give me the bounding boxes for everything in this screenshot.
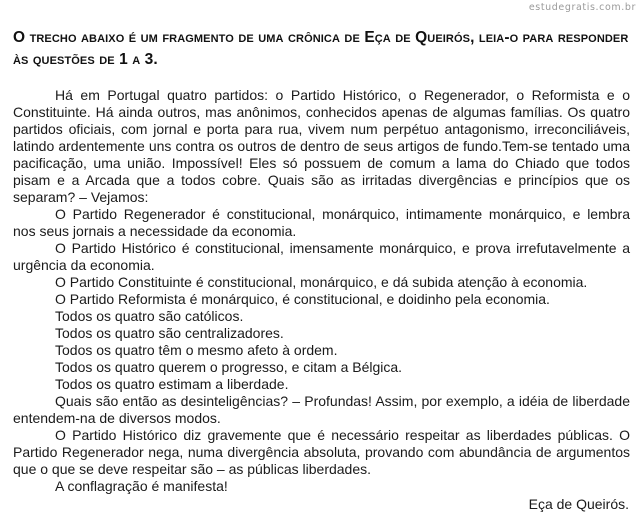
paragraph-intro: Há em Portugal quatro partidos: o Partido Histórico, o Regenerador, o Reformista e o Constituinte. Há ainda outros, mas anônimos, conhecidos apenas de algumas famílias. Os quatro partidos oficiais, com jornal e porta para rua, vivem num perpétuo antagonismo, irreconciliáveis, latindo ardentemente uns contra os outros de dentro de seus artigos de fundo.Tem-se tentado uma pacificação, uma união. Impossível! Eles só possuem de comum a lama do Chiado que todos pisam e a Arcada que a todos cobre. Quais são as irritadas divergências e princípios que os separam? – Vejamos:: [13, 87, 630, 205]
author-signature: Eça de Queirós.: [528, 496, 629, 512]
question-heading: O trecho abaixo é um fragmento de uma crônica de Eça de Queirós, leia-o para responder às questões de 1 a 3.: [13, 29, 629, 68]
paragraph-constituinte: O Partido Constituinte é constitucional, monárquico, e dá subida atenção à economia.: [55, 274, 588, 290]
paragraph-reformista: O Partido Reformista é monárquico, é constitucional, e doidinho pela economia.: [55, 291, 550, 307]
paragraph-desinteligencias: Quais são então as desinteligências? – Profundas! Assim, por exemplo, a idéia de liberdade entendem-na de diversos modos.: [13, 393, 630, 426]
paragraph-progresso: Todos os quatro querem o progresso, e citam a Bélgica.: [55, 359, 403, 375]
paragraph-liberdades-publicas: O Partido Histórico diz gravemente que é necessário respeitar as liberdades públicas. O Partido Regenerador nega, numa divergência absoluta, provando com abundância de argumentos que o que se deve respeitar são – as públicas liberdades.: [13, 427, 630, 477]
paragraph-centralizadores: Todos os quatro são centralizadores.: [55, 325, 284, 341]
chronicle-text: [13, 87, 630, 513]
paragraph-liberdade: Todos os quatro estimam a liberdade.: [55, 376, 289, 392]
paragraph-regenerador: O Partido Regenerador é constitucional, monárquico, intimamente monárquico, e lembra nos seus jornais a necessidade da economia.: [13, 206, 630, 239]
paragraph-conflagracao: A conflagração é manifesta!: [55, 478, 228, 494]
paragraph-historico: O Partido Histórico é constitucional, imensamente monárquico, e prova irrefutavelmente a urgência da economia.: [13, 240, 630, 273]
site-watermark: estudegratis.com.br: [528, 2, 636, 13]
paragraph-catolicos: Todos os quatro são católicos.: [55, 308, 244, 324]
paragraph-ordem: Todos os quatro têm o mesmo afeto à ordem.: [55, 342, 338, 358]
